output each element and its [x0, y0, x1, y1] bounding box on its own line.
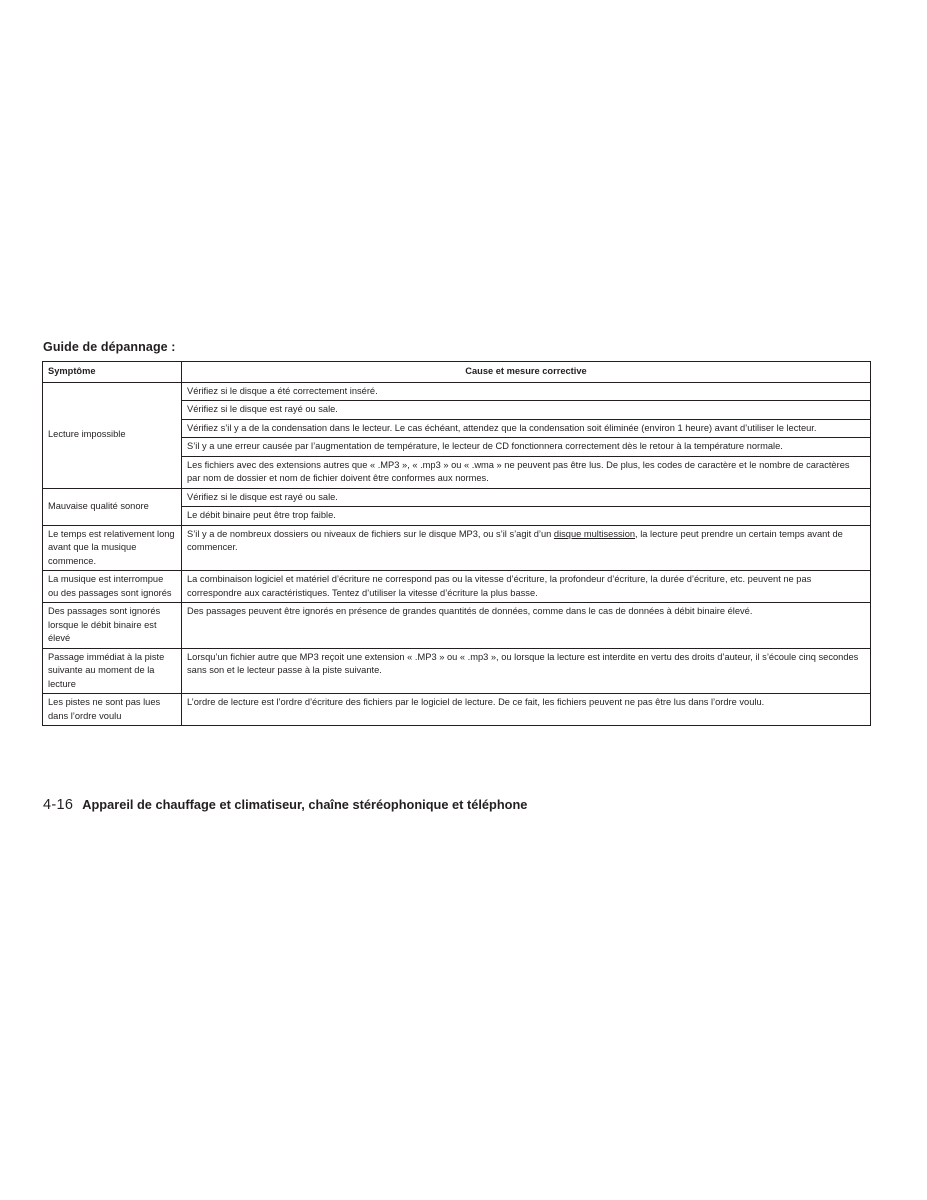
symptom-cell: La musique est interrompue ou des passages sont ignorés [43, 571, 182, 603]
cause-cell: Des passages peuvent être ignorés en présence de grandes quantités de données, comme dans le cas de données à débit binaire élevé. [182, 603, 871, 649]
table-row [43, 603, 871, 649]
cause-cell: Les fichiers avec des extensions autres que « .MP3 », « .mp3 » ou « .wma » ne peuvent pas être lus. De plus, les codes de caractère et le nombre de caractères par nom de dossier et nom de fichier doivent être conformes aux normes. [182, 456, 871, 488]
section-title: Guide de dépannage : [43, 340, 176, 354]
table-header-row [43, 362, 871, 383]
chapter-title: Appareil de chauffage et climatiseur, chaîne stéréophonique et téléphone [82, 797, 528, 812]
symptom-cell: Passage immédiat à la piste suivante au moment de la lecture [43, 648, 182, 694]
table-row [43, 488, 871, 507]
symptom-cell: Le temps est relativement long avant que la musique commence. [43, 525, 182, 571]
troubleshooting-table [42, 361, 871, 726]
cause-cell: Lorsqu’un fichier autre que MP3 reçoit une extension « .MP3 » ou « .mp3 », ou lorsque la lecture est interdite en vertu des droits d’auteur, il s’écoule cinq secondes sans son et le lecteur passe à la piste suivante. [182, 648, 871, 694]
page-number: 4-16 [43, 797, 74, 813]
table-row [43, 382, 871, 401]
header-cause: Cause et mesure corrective [182, 362, 871, 383]
cause-text: S’il y a de nombreux dossiers ou niveaux de fichiers sur le disque MP3, ou s’il s’agit d’un [187, 528, 554, 539]
cause-text: , la lecture peut prendre un certain temps avant de commencer. [187, 528, 843, 552]
symptom-cell: Des passages sont ignorés lorsque le débit binaire est élevé [43, 603, 182, 649]
cause-cell [182, 525, 871, 571]
cause-cell: Vérifiez si le disque est rayé ou sale. [182, 488, 871, 507]
header-symptom: Symptôme [43, 362, 182, 383]
cause-cell: Vérifiez si le disque a été correctement inséré. [182, 382, 871, 401]
cause-cell: Vérifiez si le disque est rayé ou sale. [182, 401, 871, 420]
cause-cell: Vérifiez s’il y a de la condensation dans le lecteur. Le cas échéant, attendez que la condensation soit éliminée (environ 1 heure) avant d’utiliser le lecteur. [182, 419, 871, 438]
symptom-cell: Lecture impossible [43, 382, 182, 488]
symptom-cell: Les pistes ne sont pas lues dans l’ordre voulu [43, 694, 182, 726]
cause-cell: Le débit binaire peut être trop faible. [182, 507, 871, 526]
cause-cell: La combinaison logiciel et matériel d’écriture ne correspond pas ou la vitesse d’écriture, la profondeur d’écriture, la durée d’écriture, etc. peuvent ne pas correspondre aux caractéristiques. Tentez d’utiliser la vitesse d’écriture la plus basse. [182, 571, 871, 603]
table-row [43, 525, 871, 571]
table-row [43, 694, 871, 726]
cause-cell: L’ordre de lecture est l’ordre d’écriture des fichiers par le logiciel de lecture. De ce fait, les fichiers peuvent ne pas être lus dans l’ordre voulu. [182, 694, 871, 726]
page-footer [43, 797, 527, 813]
table-row [43, 571, 871, 603]
table-row [43, 648, 871, 694]
cross-reference-link[interactable]: disque multisession [553, 528, 636, 539]
cause-cell: S’il y a une erreur causée par l’augmentation de température, le lecteur de CD fonctionnera correctement dès le retour à la température normale. [182, 438, 871, 457]
symptom-cell: Mauvaise qualité sonore [43, 488, 182, 525]
